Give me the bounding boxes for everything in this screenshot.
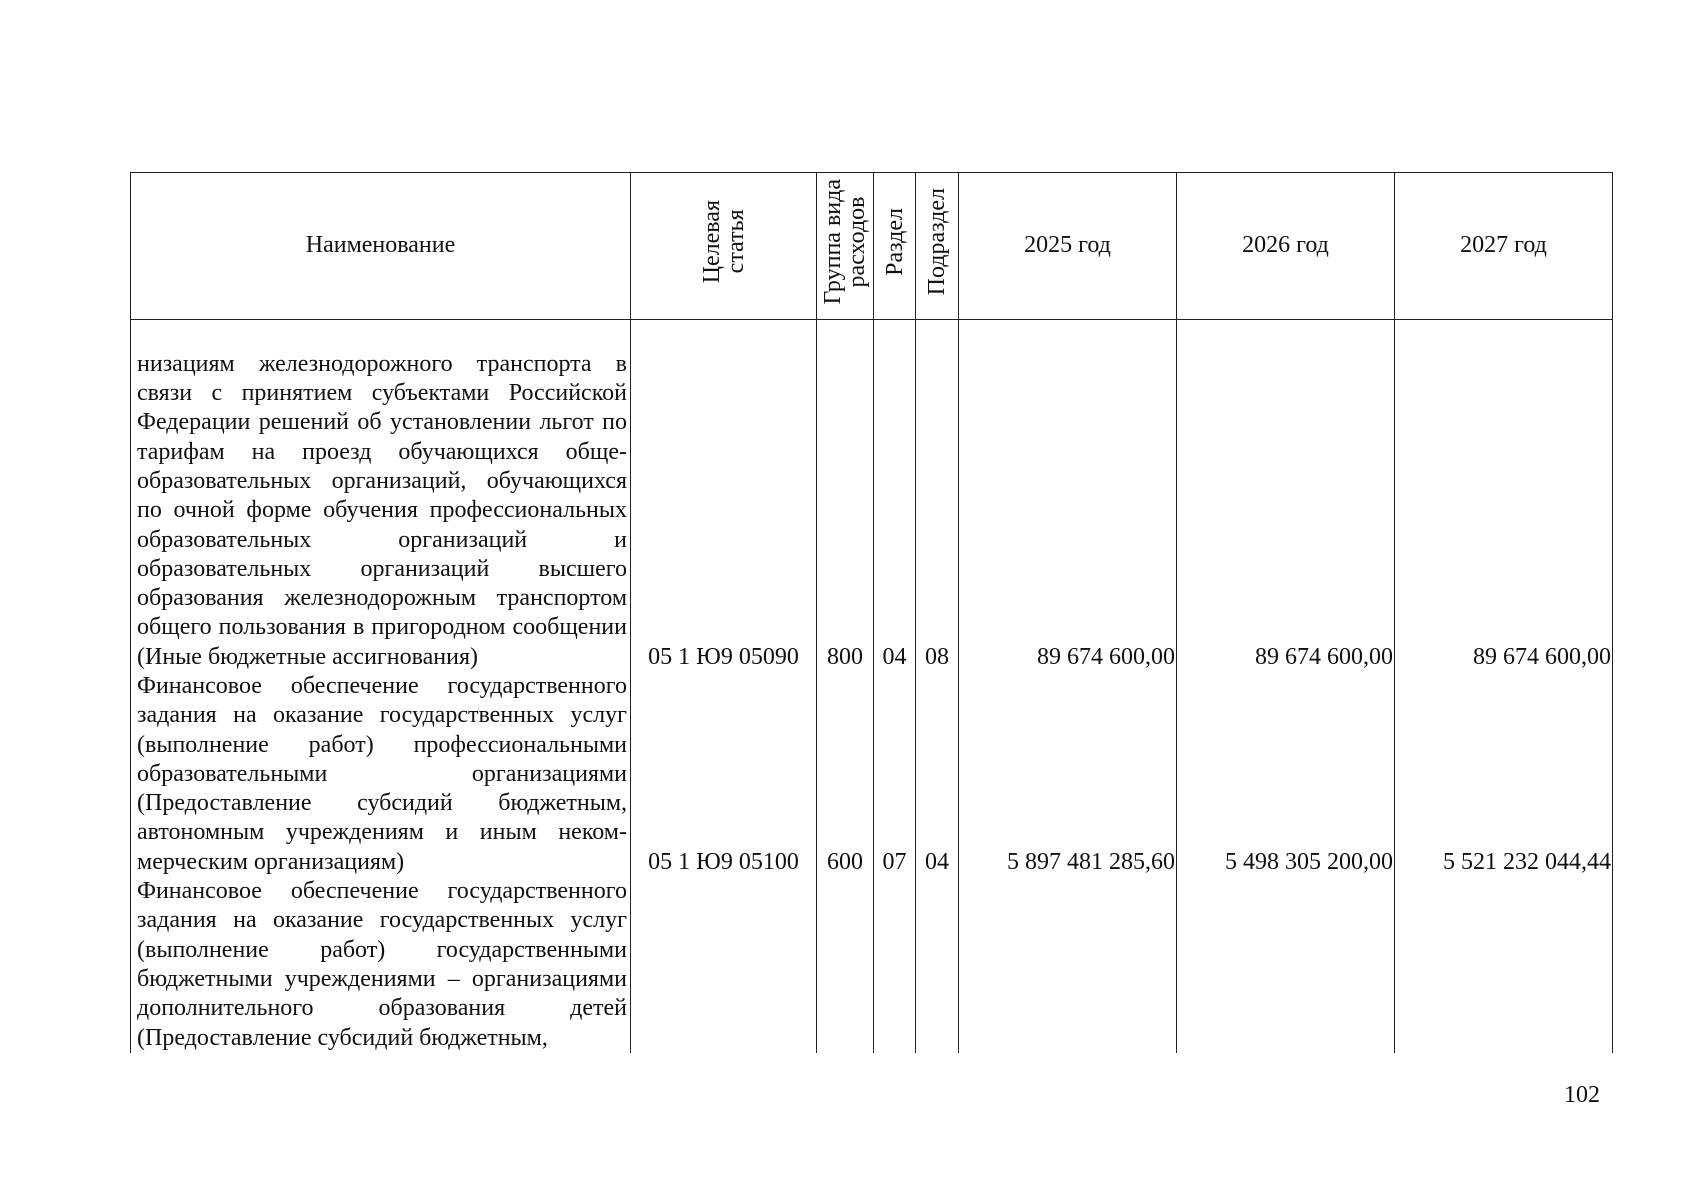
row-subsection: 08 bbox=[916, 320, 959, 673]
row-amount-2027 bbox=[1395, 877, 1613, 1053]
table-row bbox=[131, 320, 1613, 673]
header-section bbox=[874, 173, 916, 320]
row-section bbox=[874, 877, 916, 1053]
budget-table bbox=[130, 172, 1613, 1053]
header-target-article bbox=[631, 173, 817, 320]
row-amount-2027: 89 674 600,00 bbox=[1395, 320, 1613, 673]
row-amount-2026: 89 674 600,00 bbox=[1177, 320, 1395, 673]
header-expense-group-text: Группа вида расходов bbox=[820, 179, 870, 305]
header-subsection-text: Подраздел bbox=[924, 188, 950, 296]
header-year-2025: 2025 год bbox=[959, 173, 1177, 320]
header-name: Наименование bbox=[131, 173, 631, 320]
page-number: 102 bbox=[1564, 1082, 1600, 1108]
row-amount-2026 bbox=[1177, 877, 1395, 1053]
table-row bbox=[131, 877, 1613, 1053]
row-amount-2027: 5 521 232 044,44 bbox=[1395, 672, 1613, 877]
table-header-row bbox=[131, 173, 1613, 320]
row-target-article bbox=[631, 877, 817, 1053]
header-target-article-text: Целевая статья bbox=[698, 200, 749, 284]
row-expense-group: 800 bbox=[817, 320, 874, 673]
table-row bbox=[131, 672, 1613, 877]
row-subsection: 04 bbox=[916, 672, 959, 877]
row-amount-2025 bbox=[959, 877, 1177, 1053]
row-name: низациям железнодорожного транспорта в связи с принятием субъектами Российской Федерации решений об установлении льгот по тарифам на проезд обучающихся общеобразовательных организаций, обучающихся по очной форме обучения профессиональных образовательных организаций и образовательных организаций высшего образования железнодорожным транспортом общего пользования в пригородном сообщении (Иные бюджетные ассигнования) bbox=[131, 320, 631, 673]
row-name: Финансовое обеспечение государственного задания на оказание государственных услуг (выполнение работ) государственными бюджетными учреждениями – организациями дополнительного образования детей (Предоставление субсидий бюджетным, bbox=[131, 877, 631, 1053]
header-year-2027: 2027 год bbox=[1395, 173, 1613, 320]
header-expense-group bbox=[817, 173, 874, 320]
row-target-article: 05 1 Ю9 05090 bbox=[631, 320, 817, 673]
row-amount-2025: 89 674 600,00 bbox=[959, 320, 1177, 673]
row-amount-2025: 5 897 481 285,60 bbox=[959, 672, 1177, 877]
row-expense-group bbox=[817, 877, 874, 1053]
row-section: 07 bbox=[874, 672, 916, 877]
header-year-2026: 2026 год bbox=[1177, 173, 1395, 320]
row-amount-2026: 5 498 305 200,00 bbox=[1177, 672, 1395, 877]
row-target-article: 05 1 Ю9 05100 bbox=[631, 672, 817, 877]
row-section: 04 bbox=[874, 320, 916, 673]
row-expense-group: 600 bbox=[817, 672, 874, 877]
row-name: Финансовое обеспечение государственного задания на оказание государственных услуг (выполнение работ) профессиональными образовательными организациями (Предоставление субсидий бюджетным, автономным учреждениям и иным некоммерческим организациям) bbox=[131, 672, 631, 877]
header-subsection bbox=[916, 173, 959, 320]
header-section-text: Раздел bbox=[881, 207, 908, 276]
row-subsection bbox=[916, 877, 959, 1053]
